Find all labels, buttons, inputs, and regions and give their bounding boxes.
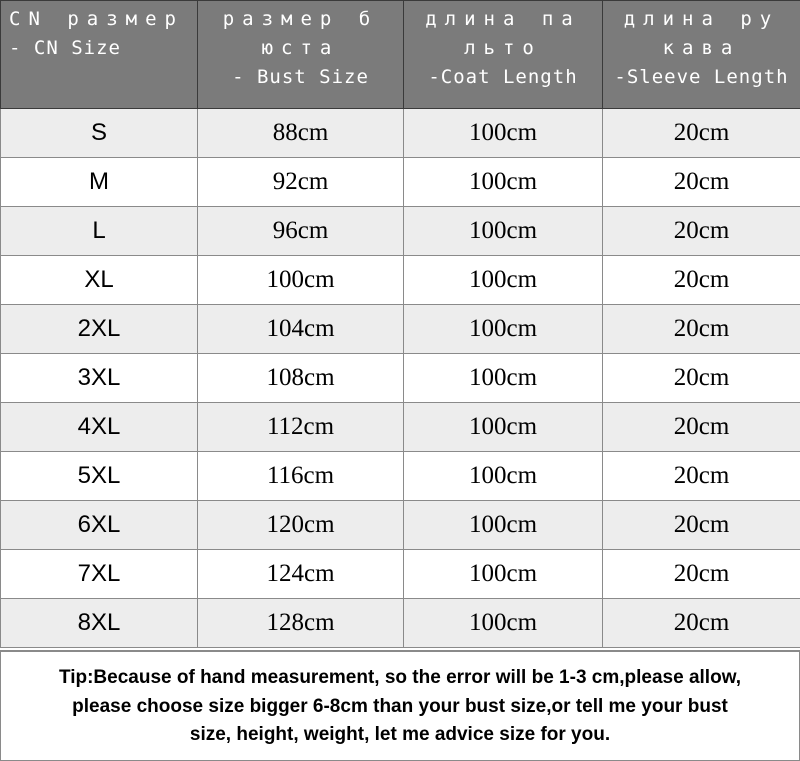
sleeve-length-cell: 20cm (603, 599, 800, 648)
size-row (1, 109, 800, 158)
coat-length-cell: 100cm (404, 403, 603, 452)
bust-cell: 116cm (198, 452, 404, 501)
bust-cell: 124cm (198, 550, 404, 599)
bust-cell: 108cm (198, 354, 404, 403)
header-coat (404, 1, 603, 109)
header-bust-ru1: размер б (222, 8, 379, 30)
bust-cell: 120cm (198, 501, 404, 550)
size-rows (1, 109, 800, 648)
size-row (1, 158, 800, 207)
bust-cell: 128cm (198, 599, 404, 648)
tip-line-3: size, height, weight, let me advice size for you. (189, 724, 611, 745)
header-sleeve (603, 1, 800, 109)
header-bust-ru2: юста (261, 37, 340, 59)
header-bust-en: - Bust Size (232, 66, 369, 88)
coat-length-cell: 100cm (404, 501, 603, 550)
size-cell: 5XL (1, 452, 198, 501)
size-cell: 8XL (1, 599, 198, 648)
header-coat-ru1: длина па (425, 8, 581, 30)
bust-cell: 104cm (198, 305, 404, 354)
tip-line-1: Tip:Because of hand measurement, so the error will be 1-3 cm,please allow, (58, 667, 742, 688)
coat-length-cell: 100cm (404, 256, 603, 305)
coat-length-cell: 100cm (404, 354, 603, 403)
header-size-ru: CN размер (9, 8, 184, 30)
sleeve-length-cell: 20cm (603, 403, 800, 452)
header-size (1, 1, 198, 109)
tip-line-2: please choose size bigger 6-8cm than your bust size,or tell me your bust (72, 695, 728, 717)
size-row (1, 452, 800, 501)
size-cell: 6XL (1, 501, 198, 550)
sleeve-length-cell: 20cm (603, 256, 800, 305)
size-row (1, 403, 800, 452)
bust-cell: 100cm (198, 256, 404, 305)
sleeve-length-cell: 20cm (603, 207, 800, 256)
header-sleeve-en: -Sleeve Length (614, 66, 789, 88)
header-coat-en: -Coat Length (428, 66, 578, 88)
sleeve-length-cell: 20cm (603, 501, 800, 550)
coat-length-cell: 100cm (404, 550, 603, 599)
bust-cell: 96cm (198, 207, 404, 256)
coat-length-cell: 100cm (404, 452, 603, 501)
coat-length-cell: 100cm (404, 109, 603, 158)
header-row (1, 1, 800, 109)
size-cell: 7XL (1, 550, 198, 599)
size-cell: 4XL (1, 403, 198, 452)
size-row (1, 256, 800, 305)
bust-cell: 112cm (198, 403, 404, 452)
coat-length-cell: 100cm (404, 158, 603, 207)
sleeve-length-cell: 20cm (603, 158, 800, 207)
size-row (1, 599, 800, 648)
size-cell: 2XL (1, 305, 198, 354)
header-sleeve-ru2: кава (662, 37, 741, 59)
size-cell: XL (1, 256, 198, 305)
size-cell: L (1, 207, 198, 256)
size-row (1, 354, 800, 403)
tip-note (0, 650, 800, 761)
size-row (1, 501, 800, 550)
sleeve-length-cell: 20cm (603, 305, 800, 354)
sleeve-length-cell: 20cm (603, 452, 800, 501)
bust-cell: 92cm (198, 158, 404, 207)
size-row (1, 207, 800, 256)
size-cell: M (1, 158, 198, 207)
size-row (1, 550, 800, 599)
header-bust (198, 1, 404, 109)
header-coat-ru2: льто (464, 37, 542, 59)
header-size-en: - CN Size (9, 37, 121, 59)
coat-length-cell: 100cm (404, 599, 603, 648)
coat-length-cell: 100cm (404, 207, 603, 256)
sleeve-length-cell: 20cm (603, 109, 800, 158)
size-row (1, 305, 800, 354)
bust-cell: 88cm (198, 109, 404, 158)
header-sleeve-ru1: длина ру (623, 8, 780, 30)
size-cell: S (1, 109, 198, 158)
sleeve-length-cell: 20cm (603, 550, 800, 599)
sleeve-length-cell: 20cm (603, 354, 800, 403)
size-cell: 3XL (1, 354, 198, 403)
coat-length-cell: 100cm (404, 305, 603, 354)
